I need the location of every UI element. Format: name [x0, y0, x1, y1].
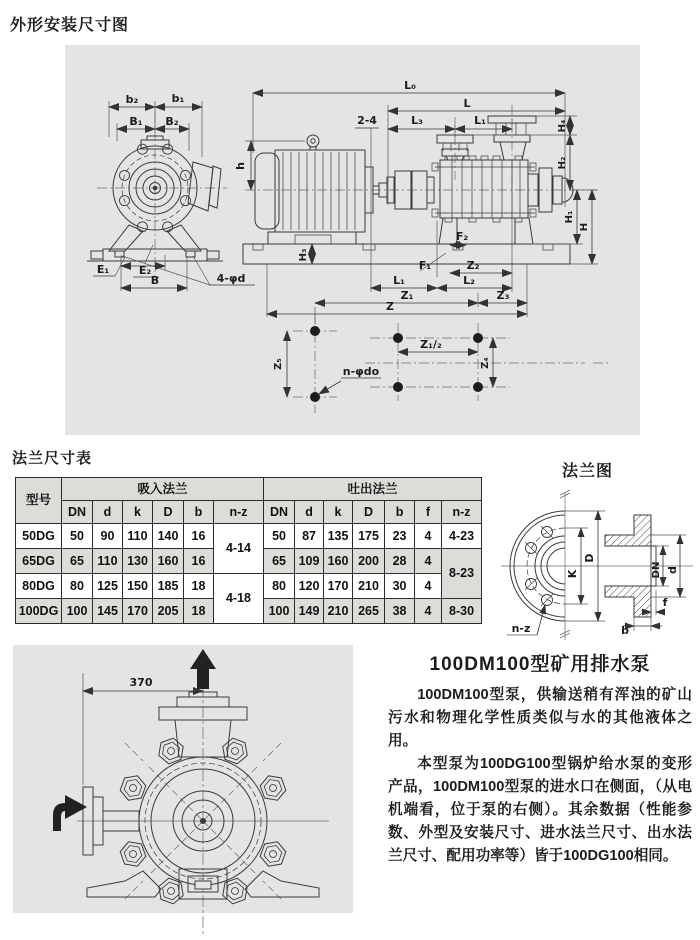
table-cell: 100DG	[16, 599, 62, 624]
table-cell: 80	[264, 574, 295, 599]
table-cell: 65DG	[16, 549, 62, 574]
flange-label-D: D	[583, 553, 596, 563]
table-cell: 23	[385, 524, 415, 549]
col-header-model: 型号	[16, 478, 62, 524]
table-cell: 16	[184, 524, 214, 549]
sub-header: n-z	[442, 501, 482, 524]
dim-label-H1: H₁	[564, 210, 575, 224]
table-cell: 205	[153, 599, 184, 624]
dim-label-L3: L₃	[411, 114, 423, 127]
table-cell: 100	[62, 599, 93, 624]
sub-header: b	[184, 501, 214, 524]
sub-header: DN	[264, 501, 295, 524]
table-cell: 50	[264, 524, 295, 549]
extension-lines	[109, 93, 598, 323]
flange-label-b: b	[621, 624, 629, 637]
note-2-4: 2-4	[357, 114, 377, 127]
dim-label-F1: F₁	[418, 259, 432, 272]
pump-front-view	[13, 645, 353, 935]
table-cell: 4	[415, 574, 442, 599]
table-cell: 149	[295, 599, 324, 624]
table-cell: 18	[184, 574, 214, 599]
dim-label-L2: L₂	[463, 274, 475, 287]
table-cell: 28	[385, 549, 415, 574]
dim-label-b1: b₁	[171, 92, 185, 105]
dim-label-370: 370	[129, 676, 153, 689]
centerlines	[97, 105, 600, 277]
table-cell: 4	[415, 549, 442, 574]
dim-label-E2: E₂	[138, 264, 152, 277]
table-cell: 140	[153, 524, 184, 549]
table-cell-merged: 4-18	[214, 574, 264, 624]
sub-header: b	[385, 501, 415, 524]
flange-label-DN: DN	[651, 561, 662, 579]
dim-label-Z4: Z₄	[480, 357, 491, 369]
dim-label-F2: F₂	[455, 230, 469, 243]
flange-label-f: f	[662, 596, 668, 609]
dim-label-L: L	[463, 97, 471, 110]
table-cell-merged: 4-14	[214, 524, 264, 574]
table-cell: 100	[264, 599, 295, 624]
dim-label-Z2: Z₂	[466, 259, 480, 272]
table-cell: 120	[295, 574, 324, 599]
front-view-background	[13, 645, 353, 913]
note-n-phi-do: n-φdo	[342, 365, 380, 378]
table-cell: 109	[295, 549, 324, 574]
page-title: 外形安装尺寸图	[10, 17, 130, 34]
product-paragraph-1: 100DM100型泵，供输送稍有浑浊的矿山污水和物理化学性质类似与水的其他液体之用。	[388, 687, 692, 749]
flange-centerlines	[501, 490, 693, 640]
product-article	[388, 649, 692, 868]
table-cell: 210	[324, 599, 353, 624]
outline-drawing	[65, 45, 640, 435]
table-cell: 145	[93, 599, 123, 624]
table-cell: 50DG	[16, 524, 62, 549]
table-cell: 80DG	[16, 574, 62, 599]
table-cell: 185	[153, 574, 184, 599]
sub-header: n-z	[214, 501, 264, 524]
table-row	[16, 574, 482, 599]
table-cell: 16	[184, 549, 214, 574]
dim-label-B2: B₂	[165, 115, 179, 128]
dim-label-L1-top: L₁	[474, 114, 486, 127]
table-cell: 135	[324, 524, 353, 549]
table-cell: 80	[62, 574, 93, 599]
table-cell: 265	[353, 599, 385, 624]
flange-diagram-title: 法兰图	[562, 463, 614, 480]
dim-label-L1-bottom: L₁	[393, 274, 405, 287]
table-cell: 210	[353, 574, 385, 599]
flange-label-nz: n-z	[511, 622, 531, 635]
dim-label-b2: b₂	[125, 93, 139, 106]
group-header-suction: 吸入法兰	[62, 478, 264, 501]
table-cell: 8-30	[442, 599, 482, 624]
table-cell: 4	[415, 599, 442, 624]
table-cell: 110	[123, 524, 153, 549]
dim-label-H2: H₂	[557, 156, 568, 170]
table-cell: 65	[264, 549, 295, 574]
dim-label-Z-half: Z₁/₂	[420, 338, 442, 351]
table-cell: 110	[93, 549, 123, 574]
table-cell: 200	[353, 549, 385, 574]
sub-header: f	[415, 501, 442, 524]
table-cell: 4	[415, 524, 442, 549]
table-cell: 160	[153, 549, 184, 574]
dim-label-L0: L₀	[404, 79, 416, 92]
table-cell: 90	[93, 524, 123, 549]
flange-table	[15, 477, 482, 624]
table-cell: 50	[62, 524, 93, 549]
table-cell: 150	[123, 574, 153, 599]
dim-label-H: H	[579, 222, 590, 232]
front-view-panel	[13, 645, 353, 935]
product-title: 100DM100型矿用排水泵	[429, 654, 651, 675]
table-cell: 170	[324, 574, 353, 599]
group-header-discharge: 吐出法兰	[264, 478, 482, 501]
dim-label-B1: B₁	[129, 115, 143, 128]
table-cell: 65	[62, 549, 93, 574]
sub-header: k	[324, 501, 353, 524]
outline-drawing-panel	[65, 45, 640, 435]
table-cell: 87	[295, 524, 324, 549]
table-cell: 30	[385, 574, 415, 599]
sub-header: D	[353, 501, 385, 524]
dim-label-B: B	[150, 274, 160, 287]
dim-label-Z3: Z₃	[496, 289, 510, 302]
sub-header: D	[153, 501, 184, 524]
dim-label-Z: Z	[386, 300, 394, 313]
table-cell: 4-23	[442, 524, 482, 549]
note-4-phi-d: 4-φd	[216, 272, 246, 285]
dim-label-H4: H₄	[557, 119, 568, 133]
table-row	[16, 524, 482, 549]
flange-diagram	[497, 482, 697, 642]
table-cell-merged: 8-23	[442, 549, 482, 599]
foundation-plan	[287, 315, 610, 413]
table-cell: 18	[184, 599, 214, 624]
table-cell: 170	[123, 599, 153, 624]
table-cell: 160	[324, 549, 353, 574]
dim-label-Z1: Z₁	[400, 289, 414, 302]
sub-header: d	[93, 501, 123, 524]
motor	[255, 135, 373, 244]
dim-label-Z5: Z₅	[273, 358, 284, 370]
table-cell: 38	[385, 599, 415, 624]
sub-header: d	[295, 501, 324, 524]
dim-label-E1: E₁	[96, 263, 110, 276]
table-cell: 125	[93, 574, 123, 599]
flange-label-d: d	[666, 566, 679, 574]
table-cell: 175	[353, 524, 385, 549]
flange-label-K: K	[566, 569, 579, 579]
sub-header: k	[123, 501, 153, 524]
product-paragraph-2: 本型泵为100DG100型锅炉给水泵的变形产品，100DM100型泵的进水口在侧面，（从电机端看，位于泵的右侧）。其余数据（性能参数、外型及安装尺寸、进水法兰尺寸、出水法兰尺寸、配用功率等）皆于100DG100相同。	[388, 756, 692, 864]
dim-label-H3: H₃	[298, 248, 309, 262]
dim-label-h: h	[234, 162, 247, 170]
flange-diagram-panel	[497, 482, 697, 642]
sub-header: DN	[62, 501, 93, 524]
table-cell: 130	[123, 549, 153, 574]
flange-table-title: 法兰尺寸表	[12, 450, 93, 467]
